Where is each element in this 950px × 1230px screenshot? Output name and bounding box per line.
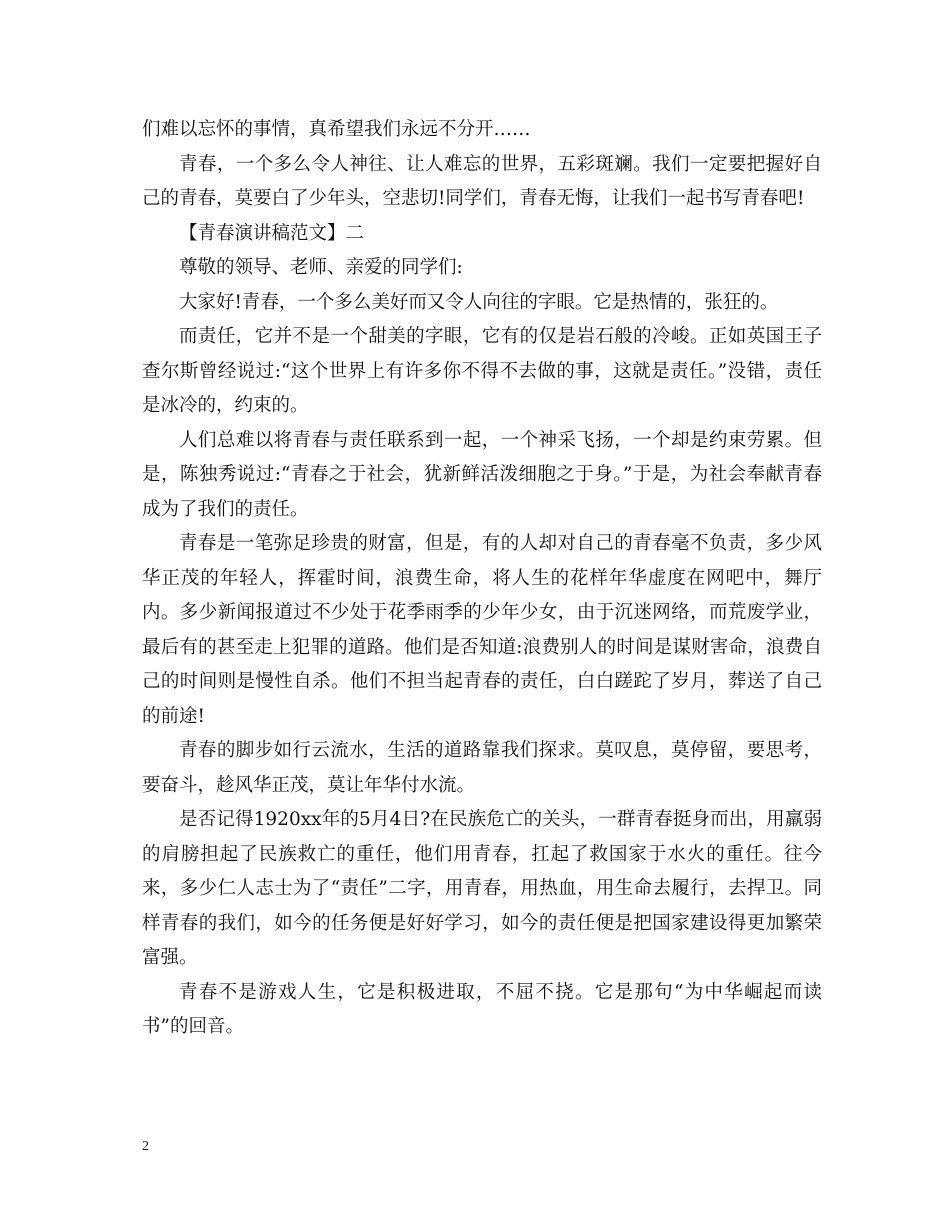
page-number: 2 xyxy=(142,1139,149,1154)
paragraph-greeting: 大家好!青春，一个多么美好而又令人向往的字眼。它是热情的，张狂的。 xyxy=(179,291,779,313)
section-heading: 【青春演讲稿范文】二 xyxy=(179,222,365,244)
paragraph-9: 青春的脚步如行云流水，生活的道路靠我们探求。莫叹息，莫停留，要思考，要奋斗，趁风华正茂，莫让年华付水流。 xyxy=(142,740,822,796)
paragraph-7: 人们总难以将青春与责任联系到一起，一个神采飞扬，一个却是约束劳累。但是，陈独秀说过:“青春之于社会，犹新鲜活泼细胞之于身。”于是，为社会奉献青春成为了我们的责任。 xyxy=(142,429,822,520)
paragraph-salutation: 尊敬的领导、老师、亲爱的同学们: xyxy=(179,257,463,278)
paragraph-2: 青春，一个多么令人神往、让人难忘的世界，五彩斑斓。我们一定要把握好自己的青春，莫要白了少年头，空悲切!同学们，青春无悔，让我们一起书写青春吧! xyxy=(142,153,822,209)
paragraph-1: 们难以忘怀的事情，真希望我们永远不分开…… xyxy=(142,119,531,140)
paragraph-6: 而责任，它并不是一个甜美的字眼，它有的仅是岩石般的冷峻。正如英国王子查尔斯曾经说过:“这个世界上有许多你不得不去做的事，这就是责任。”没错，责任是冰冷的，约束的。 xyxy=(142,326,822,416)
document-body xyxy=(142,113,822,1045)
paragraph-8: 青春是一笔弥足珍贵的财富，但是，有的人却对自己的青春毫不负责，多少风华正茂的年轻人，挥霍时间，浪费生命，将人生的花样年华虚度在网吧中，舞厅内。多少新闻报道过不少处于花季雨季的少年少女，由于沉迷网络，而荒废学业，最后有的甚至走上犯罪的道路。他们是否知道:浪费别人的时间是谋财害命，浪费自己的时间则是慢性自杀。他们不担当起青春的责任，白白蹉跎了岁月，葬送了自己的前途! xyxy=(142,533,822,727)
paragraph-11: 青春不是游戏人生，它是积极进取，不屈不挠。它是那句“为中华崛起而读书”的回音。 xyxy=(142,981,822,1037)
paragraph-10: 是否记得1920xx年的5月4日?在民族危亡的关头，一群青春挺身而出，用羸弱的肩膀担起了民族救亡的重任，他们用青春，扛起了救国家于水火的重任。往今来，多少仁人志士为了“责任”二字，用青春，用热血，用生命去履行，去捍卫。同样青春的我们，如今的任务便是好好学习，如今的责任便是把国家建设得更加繁荣富强。 xyxy=(142,809,822,968)
